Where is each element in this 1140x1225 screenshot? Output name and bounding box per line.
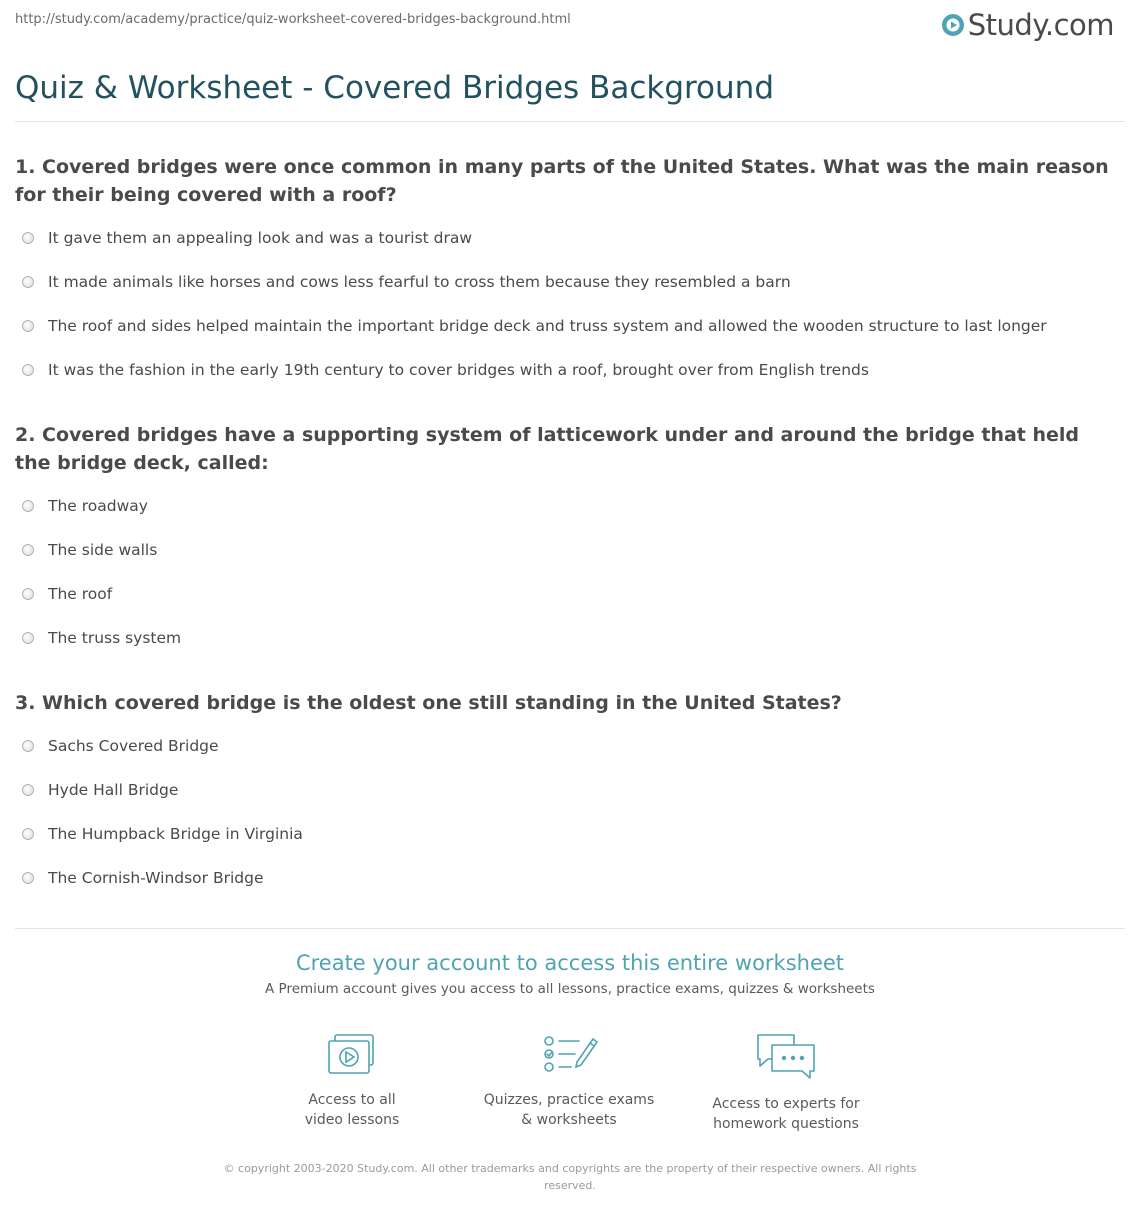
answer-option[interactable]	[22, 538, 157, 562]
radio-button[interactable]	[22, 632, 34, 644]
answer-option[interactable]	[22, 226, 472, 250]
copyright-line: reserved.	[544, 1179, 596, 1192]
answer-label: The roof and sides helped maintain the important bridge deck and truss system and allowed the wooden structure to last longer	[48, 317, 1047, 335]
study-logo[interactable]	[941, 8, 1114, 42]
radio-button[interactable]	[22, 320, 34, 332]
cta-divider	[15, 928, 1125, 929]
answer-label: It gave them an appealing look and was a tourist draw	[48, 229, 473, 247]
answer-label: The Cornish-Windsor Bridge	[48, 869, 264, 887]
play-circle-icon	[941, 13, 965, 37]
answer-option[interactable]	[22, 270, 791, 294]
radio-button[interactable]	[22, 500, 34, 512]
radio-button[interactable]	[22, 232, 34, 244]
answer-label: The Humpback Bridge in Virginia	[48, 825, 303, 843]
radio-button[interactable]	[22, 784, 34, 796]
answer-option[interactable]	[22, 626, 181, 650]
radio-button[interactable]	[22, 544, 34, 556]
feature-experts	[686, 1032, 886, 1134]
title-divider	[15, 121, 1125, 122]
feature-quizzes	[469, 1032, 669, 1130]
answer-option[interactable]	[22, 314, 1047, 338]
page-url[interactable]: http://study.com/academy/practice/quiz-worksheet-covered-bridges-background.html	[15, 12, 571, 27]
page-title: Quiz & Worksheet - Covered Bridges Background	[15, 70, 775, 106]
cta-subtitle: A Premium account gives you access to all lessons, practice exams, quizzes & worksheets	[265, 981, 875, 997]
feature-video-lessons	[252, 1032, 452, 1130]
answer-option[interactable]	[22, 778, 178, 802]
question-text: 2. Covered bridges have a supporting system of latticework under and around the bridge that held the bridge deck, called:	[15, 424, 1080, 474]
quiz-checklist-icon	[539, 1032, 599, 1078]
create-account-link[interactable]: Create your account to access this entire worksheet	[295, 951, 845, 975]
feature-label: & worksheets	[521, 1112, 617, 1128]
answer-option[interactable]	[22, 494, 148, 518]
radio-button[interactable]	[22, 588, 34, 600]
feature-label: Access to experts for	[712, 1096, 860, 1112]
answer-label: The roadway	[48, 497, 148, 515]
question-text: 3. Which covered bridge is the oldest one still standing in the United States?	[15, 692, 842, 714]
copyright-notice	[215, 1160, 925, 1194]
answer-option[interactable]	[22, 734, 219, 758]
answer-label: Hyde Hall Bridge	[48, 781, 179, 799]
radio-button[interactable]	[22, 872, 34, 884]
copyright-line: © copyright 2003-2020 Study.com. All other trademarks and copyrights are the property of their respective owners. All rights	[223, 1162, 917, 1175]
feature-label: Access to all	[308, 1092, 396, 1108]
answer-label: The side walls	[48, 541, 158, 559]
answer-label: The roof	[48, 585, 113, 603]
answer-option[interactable]	[22, 582, 112, 606]
answer-option[interactable]	[22, 358, 869, 382]
radio-button[interactable]	[22, 740, 34, 752]
answer-option[interactable]	[22, 866, 264, 890]
radio-button[interactable]	[22, 828, 34, 840]
logo-text: Study.com	[967, 8, 1114, 42]
feature-label: video lessons	[304, 1112, 400, 1128]
question-text: 1. Covered bridges were once common in many parts of the United States. What was the main reason for their being covered with a roof?	[15, 156, 1109, 206]
radio-button[interactable]	[22, 364, 34, 376]
video-lessons-icon	[325, 1032, 379, 1078]
answer-label: It was the fashion in the early 19th century to cover bridges with a roof, brought over from English trends	[48, 361, 869, 379]
answer-option[interactable]	[22, 822, 303, 846]
feature-label: homework questions	[713, 1116, 859, 1132]
answer-label: The truss system	[48, 629, 182, 647]
top-bar	[0, 0, 1140, 50]
feature-label: Quizzes, practice exams	[483, 1092, 655, 1108]
radio-button[interactable]	[22, 276, 34, 288]
chat-bubbles-icon	[754, 1032, 818, 1082]
answer-label: Sachs Covered Bridge	[48, 737, 219, 755]
answer-label: It made animals like horses and cows less fearful to cross them because they resembled a barn	[48, 273, 791, 291]
